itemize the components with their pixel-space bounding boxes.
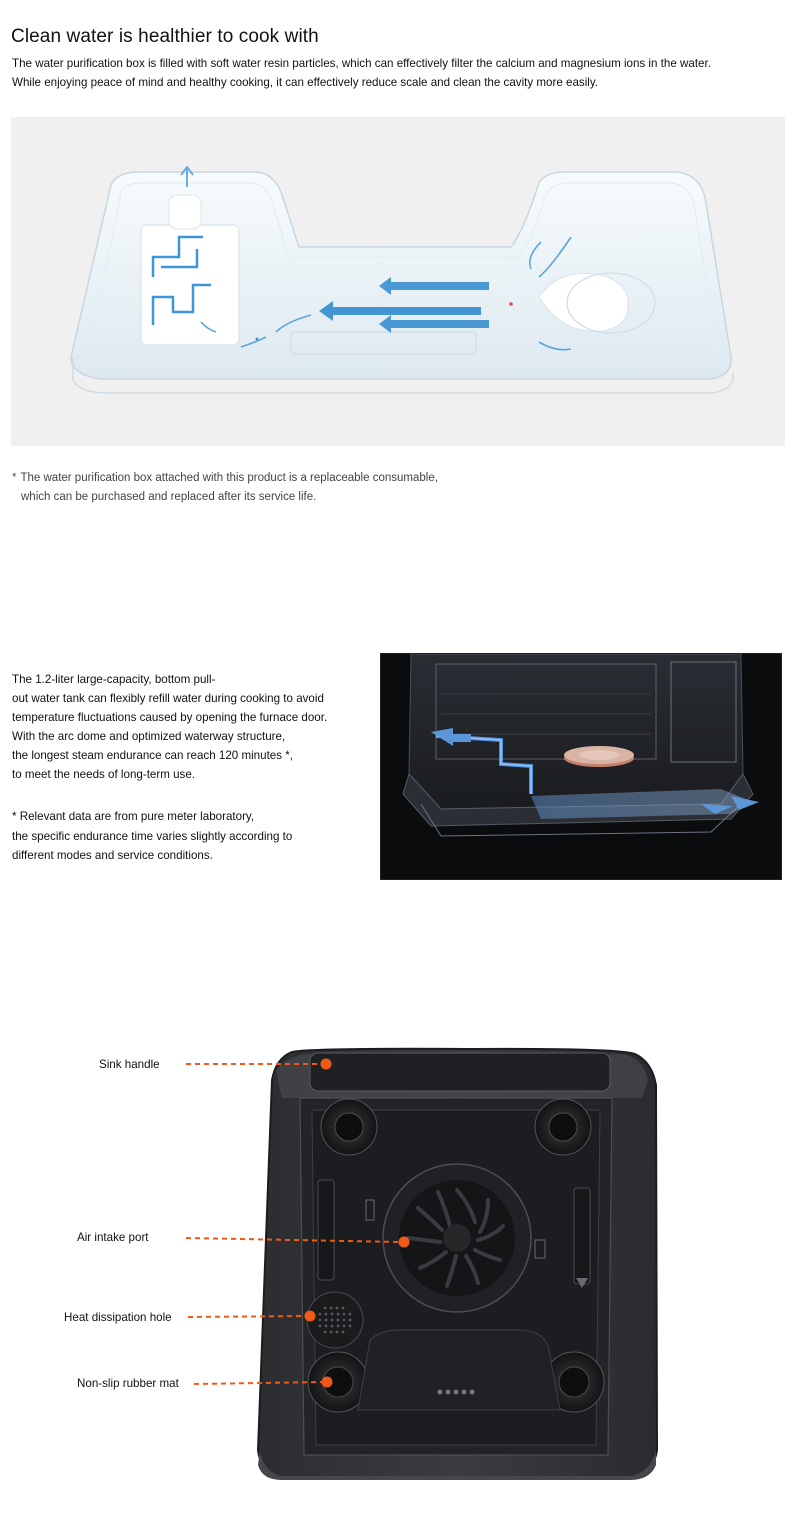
desc-line-2: out water tank can flexibly refill water during cooking to avoid <box>12 692 324 705</box>
oven-waterway-image <box>380 653 782 880</box>
desc-line-6: to meet the needs of long-term use. <box>12 768 196 781</box>
intro-line-1: The water purification box is filled with soft water resin particles, which can effectively filter the calcium and magnesium ions in the water. <box>12 57 711 70</box>
desc-line-1: The 1.2-liter large-capacity, bottom pull- <box>12 673 216 686</box>
callout-non-slip-rubber-mat: Non-slip rubber mat <box>77 1377 179 1390</box>
desc-line-5: the longest steam endurance can reach 120 minutes *, <box>12 749 294 762</box>
callout-sink-handle: Sink handle <box>99 1058 160 1071</box>
endurance-note-line-3: different modes and service conditions. <box>12 849 213 862</box>
endurance-note <box>12 807 372 866</box>
callout-air-intake-port: Air intake port <box>77 1231 149 1244</box>
desc-line-3: temperature fluctuations caused by opening the furnace door. <box>12 711 328 724</box>
note-asterisk: * <box>12 472 17 484</box>
water-purification-box-image <box>11 117 785 446</box>
note-line-2: which can be purchased and replaced after its service life. <box>21 491 317 503</box>
replaceable-consumable-note <box>12 469 438 507</box>
water-tank-description <box>12 670 372 784</box>
callout-heat-dissipation-hole: Heat dissipation hole <box>64 1311 172 1324</box>
intro-line-2: While enjoying peace of mind and healthy cooking, it can effectively reduce scale and clean the cavity more easily. <box>12 75 599 89</box>
endurance-note-line-1: * Relevant data are from pure meter laboratory, <box>12 810 255 823</box>
desc-line-4: With the arc dome and optimized waterway structure, <box>12 730 286 743</box>
oven-bottom-view <box>0 1040 800 1480</box>
note-line-1: The water purification box attached with this product is a replaceable consumable, <box>20 472 438 484</box>
intro-paragraph <box>12 55 792 92</box>
section-title: Clean water is healthier to cook with <box>11 26 319 47</box>
endurance-note-line-2: the specific endurance time varies slightly according to <box>12 829 293 843</box>
